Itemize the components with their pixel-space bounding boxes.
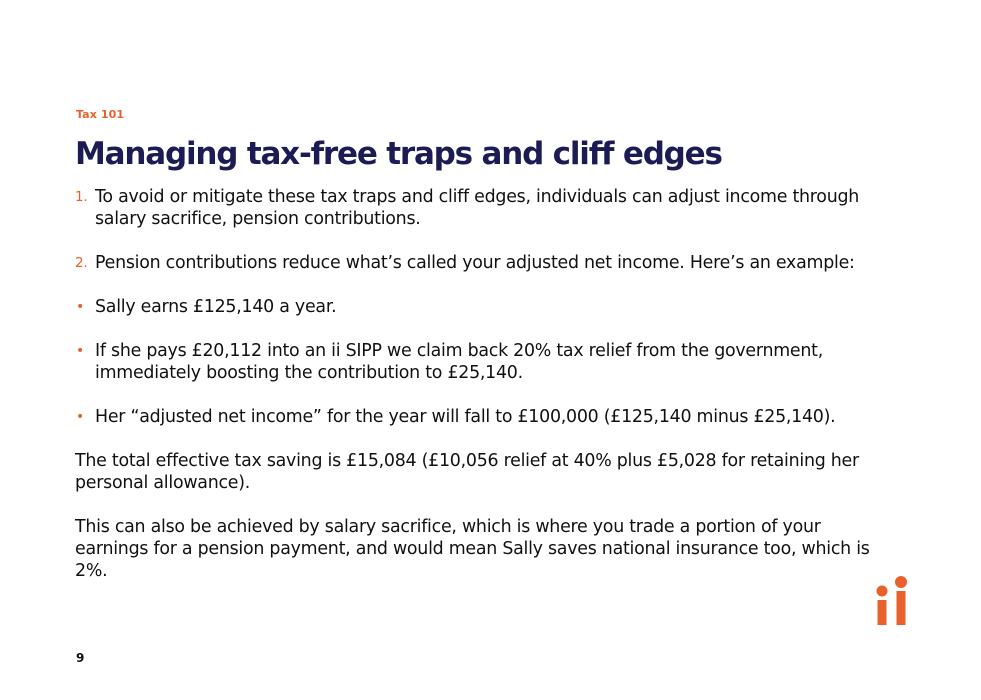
section-label: Tax 101	[76, 108, 125, 121]
ii-logo-icon	[874, 575, 910, 627]
list-number: 2.	[75, 255, 88, 271]
page-number: 9	[76, 651, 85, 665]
list-item-text: Pension contributions reduce what’s called your adjusted net income. Here’s an example:	[95, 253, 855, 273]
paragraph: This can also be achieved by salary sacrifice, which is where you trade a portion of your earnings for a pension payment, and would mean Sally saves national insurance too, which is 2%.	[75, 517, 870, 581]
bullet-icon: •	[76, 299, 85, 315]
list-item-text: To avoid or mitigate these tax traps and cliff edges, individuals can adjust income through salary sacrifice, pension contributions.	[95, 187, 860, 229]
bullet-item	[75, 296, 885, 318]
list-item-text: If she pays £20,112 into an ii SIPP we claim back 20% tax relief from the government, immediately boosting the contribution to £25,140.	[95, 341, 823, 383]
numbered-item	[75, 252, 885, 274]
logo-shapes	[877, 576, 908, 625]
bullet-item	[75, 340, 885, 384]
paragraph: The total effective tax saving is £15,084 (£10,056 relief at 40% plus £5,028 for retaining her personal allowance).	[75, 451, 859, 493]
logo-stem-left	[878, 600, 887, 625]
logo-dot-left	[877, 586, 888, 597]
list-number: 1.	[75, 189, 88, 205]
list-item-text: Sally earns £125,140 a year.	[95, 297, 337, 317]
body-content	[75, 186, 885, 604]
page-title: Managing tax-free traps and cliff edges	[75, 136, 722, 172]
logo-dot-right	[895, 576, 907, 588]
bullet-icon: •	[76, 343, 85, 359]
numbered-item	[75, 186, 885, 230]
bullet-item	[75, 406, 885, 428]
logo-stem-right	[897, 591, 906, 625]
bullet-icon: •	[76, 409, 85, 425]
list-item-text: Her “adjusted net income” for the year will fall to £100,000 (£125,140 minus £25,140).	[95, 407, 836, 427]
